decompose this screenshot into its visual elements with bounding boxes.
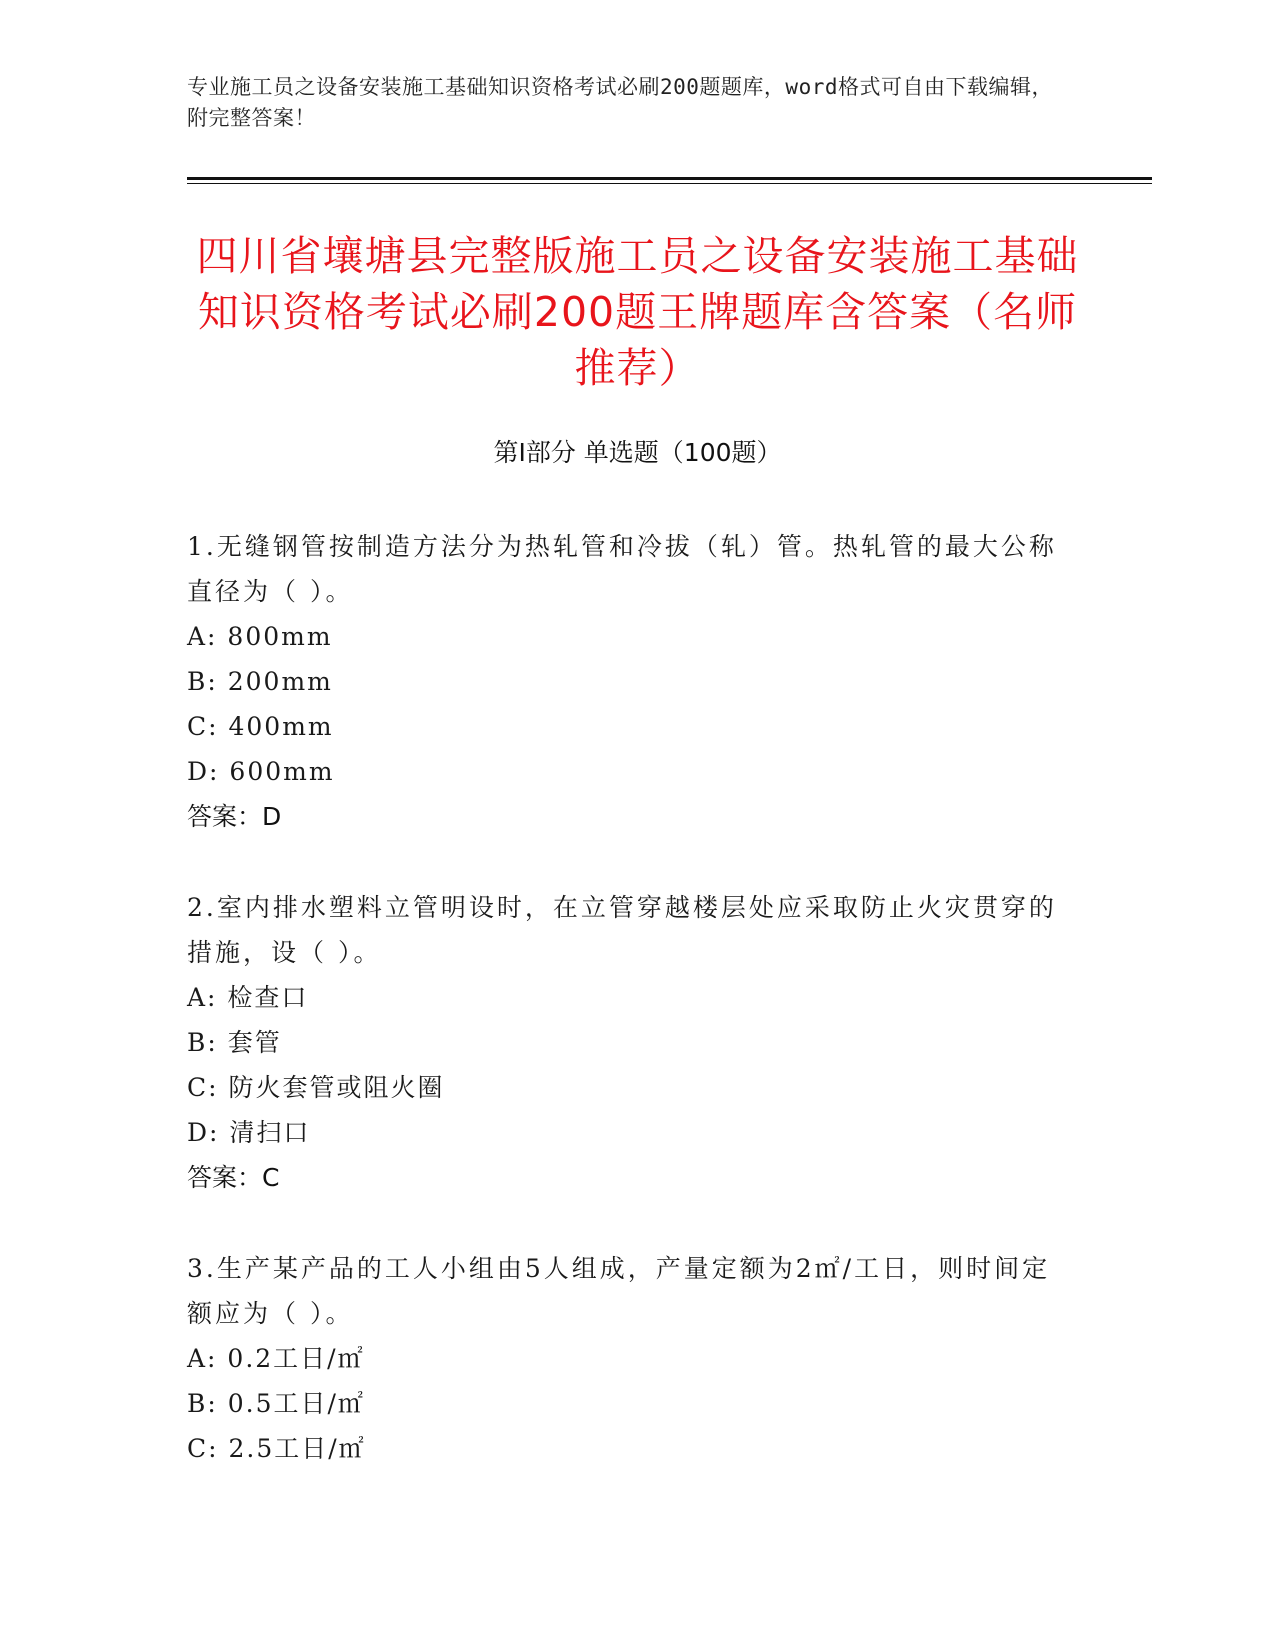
question-3 xyxy=(187,1246,1067,1471)
header-divider-thin xyxy=(187,183,1152,184)
option-a: A: 800mm xyxy=(187,622,333,651)
header-note: 专业施工员之设备安装施工基础知识资格考试必刷200题题库，word格式可自由下载编辑，附完整答案！ xyxy=(187,75,1053,130)
option-b: B: 套管 xyxy=(187,1028,282,1057)
question-stem: 2.室内排水塑料立管明设时，在立管穿越楼层处应采取防止火灾贯穿的措施，设（ ）。 xyxy=(187,893,1057,967)
question-1 xyxy=(187,524,1067,839)
header-divider-thick xyxy=(187,177,1152,180)
option-b: B: 0.5工日/㎡ xyxy=(187,1389,365,1418)
document-title: 四川省壤塘县完整版施工员之设备安装施工基础知识资格考试必刷200题王牌题库含答案（名师推荐） xyxy=(196,232,1079,392)
answer: 答案：D xyxy=(187,802,282,831)
option-c: C: 防火套管或阻火圈 xyxy=(187,1073,445,1102)
answer: 答案：C xyxy=(187,1163,280,1192)
question-stem: 3.生产某产品的工人小组由5人组成，产量定额为2㎡/工日，则时间定额应为（ ）。 xyxy=(187,1254,1051,1328)
option-d: D: 清扫口 xyxy=(187,1118,311,1147)
option-a: A: 0.2工日/㎡ xyxy=(187,1344,365,1373)
option-c: C: 2.5工日/㎡ xyxy=(187,1434,366,1463)
option-a: A: 检查口 xyxy=(187,983,309,1012)
section-title: 第I部分 单选题（100题） xyxy=(493,438,782,467)
question-list xyxy=(187,524,1067,1517)
option-d: D: 600mm xyxy=(187,757,335,786)
question-2 xyxy=(187,885,1067,1200)
option-b: B: 200mm xyxy=(187,667,333,696)
option-c: C: 400mm xyxy=(187,712,334,741)
question-stem: 1.无缝钢管按制造方法分为热轧管和冷拔（轧）管。热轧管的最大公称直径为（ ）。 xyxy=(187,532,1057,606)
